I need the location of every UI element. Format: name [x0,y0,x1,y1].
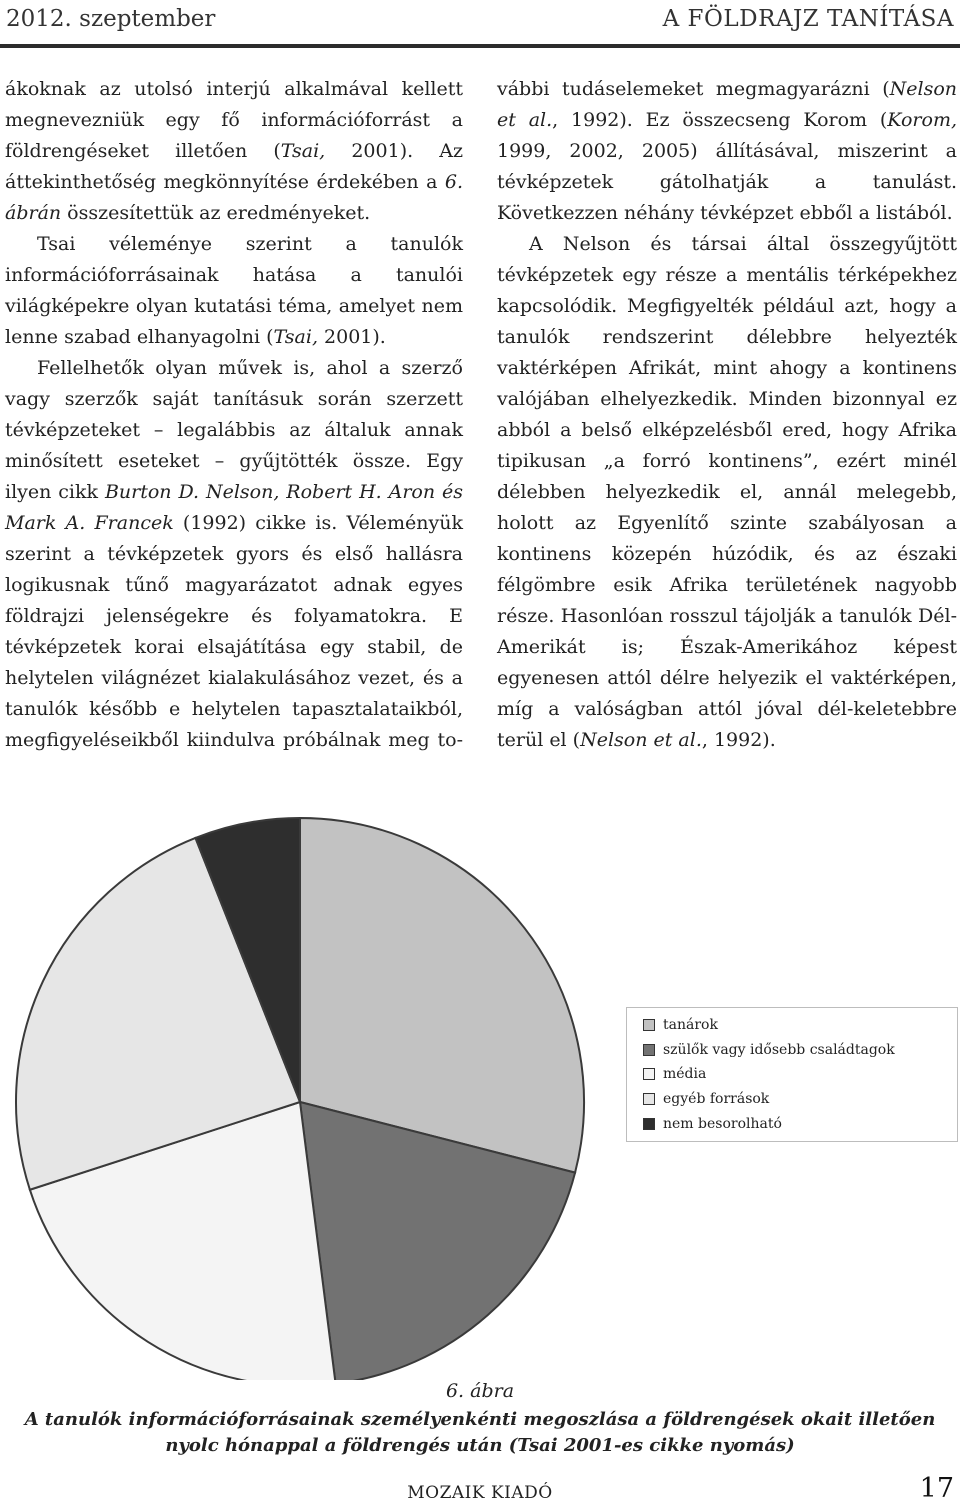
citation-italic: Tsai, [273,326,318,348]
legend-item-4 [663,1090,769,1108]
text-run: ákoknak az utolsó interjú alkalmával kellett megnevezniük egy fő információforrást a földrengéseket illetően ( [5,78,463,162]
figure-reference: 6. ábrán [5,171,463,224]
legend-swatch [643,1118,655,1130]
left-paragraph-1 [5,74,463,229]
legend-swatch [643,1044,655,1056]
right-paragraph-1 [497,74,957,229]
header-date: 2012. szeptember [6,6,216,32]
left-paragraph-3 [5,353,463,756]
legend-item-2 [663,1041,895,1059]
citation-italic: Nelson et al. [497,78,957,131]
text-run: 1999, 2002, 2005) állításával, miszerint a tévképzetek gátolhatják a tanulást. Következzen néhány tévképzet ebből a listából. [497,140,957,224]
legend-swatch [643,1068,655,1080]
page-number: 17 [919,1473,954,1504]
text-run: , 1992). Ez összecseng Korom ( [552,109,888,131]
legend-label: nem besorolható [663,1116,782,1132]
text-run: A Nelson és társai által összegyűjtött tévképzetek egy része a mentális térképekhez kapcsolódik. Megfigyelték például azt, hogy a tanulók rendszerint délebbre helyezték vaktérképen Afrikát, mint ahogy a kontinens valójában elhelyezkedik. Minden bizonnyal ez abból a belső elképzelésből ered, hogy Afrika tipikusan „a forró kontinens”, ezért minél délebben helyezkedik el, annál melegebb, holott az Egyenlítő szinte szabályosan a kontinens közepén húzódik, és az északi félgömbre esik Afrika területének nagyobb része. Hasonlóan rosszul tájolják a tanulók Dél-Amerikát is; Észak-Amerikához képest egyenesen attól délre helyezik el vaktérképen, míg a valóságban attól jóval dél-keletebbre terül el ( [497,233,957,751]
text-run: (1992) cikke is. Véleményük szerint a tévképzetek gyors és első hallásra logikusnak tűnő magyarázatot adnak egyes földrajzi jelenségekre és folyamatokra. E tévképzetek korai elsajátítása egy stabil, de helytelen világnézet kialakulásához vezet, és a tanulók később e helytelen tapasztalataikból, megfigyeléseikből kiindulva próbálnak meg to- [5,512,464,751]
legend-label: egyéb források [663,1091,770,1107]
header-rule [0,44,960,48]
legend-item-5 [663,1115,782,1133]
publisher-name: MOZAIK KIADÓ [407,1483,553,1503]
text-run: Tsai véleménye szerint a tanulók információforrásainak hatása a tanulói világképekre olyan kutatási téma, amelyet nem lenne szabad elhanyagolni ( [5,233,463,348]
citation-italic: Korom, [887,109,957,131]
text-run: 2001). [318,326,386,348]
legend-item-3 [663,1065,706,1083]
page-header [0,0,960,40]
legend-label: szülők vagy idősebb családtagok [663,1042,895,1058]
left-column [5,74,463,756]
legend-item-1 [663,1016,718,1034]
legend-label: média [663,1066,707,1082]
legend-label: tanárok [663,1017,718,1033]
citation-italic: Tsai, [280,140,326,162]
legend-swatch [643,1019,655,1031]
figure-caption: A tanulók információforrásainak személyenkénti megoszlása a földrengések okait illetően nyolc hónappal a földrengés után (Tsai 2001-es cikke nyomás) [24,1409,936,1456]
right-paragraph-2 [497,229,957,756]
chart-legend [626,1007,958,1142]
text-run: összesítettük az eredményeket. [61,202,371,224]
figure-number: 6. ábra [445,1380,515,1402]
legend-swatch [643,1093,655,1105]
header-journal-title: A FÖLDRAJZ TANÍTÁSA [662,6,954,32]
citation-italic: Nelson et al. [580,729,702,751]
text-run: , 1992). [701,729,776,751]
left-paragraph-2 [5,229,463,353]
text-run: Fellelhetők olyan művek is, ahol a szerző vagy szerzők saját tanításuk során szerzett tévképzeteket – legalábbis az általuk annak minősített eseteket – gyűjtötték össze. Egy ilyen cikk [5,357,463,503]
author-names-italic: Burton D. Nelson, Robert H. Aron és Mark A. Francek [5,481,463,534]
text-run: vábbi tudáselemeket megmagyarázni ( [497,78,890,100]
text-run: 2001). Az áttekinthetőség megkönnyítése érdekében a [5,140,463,193]
right-column [497,74,957,756]
